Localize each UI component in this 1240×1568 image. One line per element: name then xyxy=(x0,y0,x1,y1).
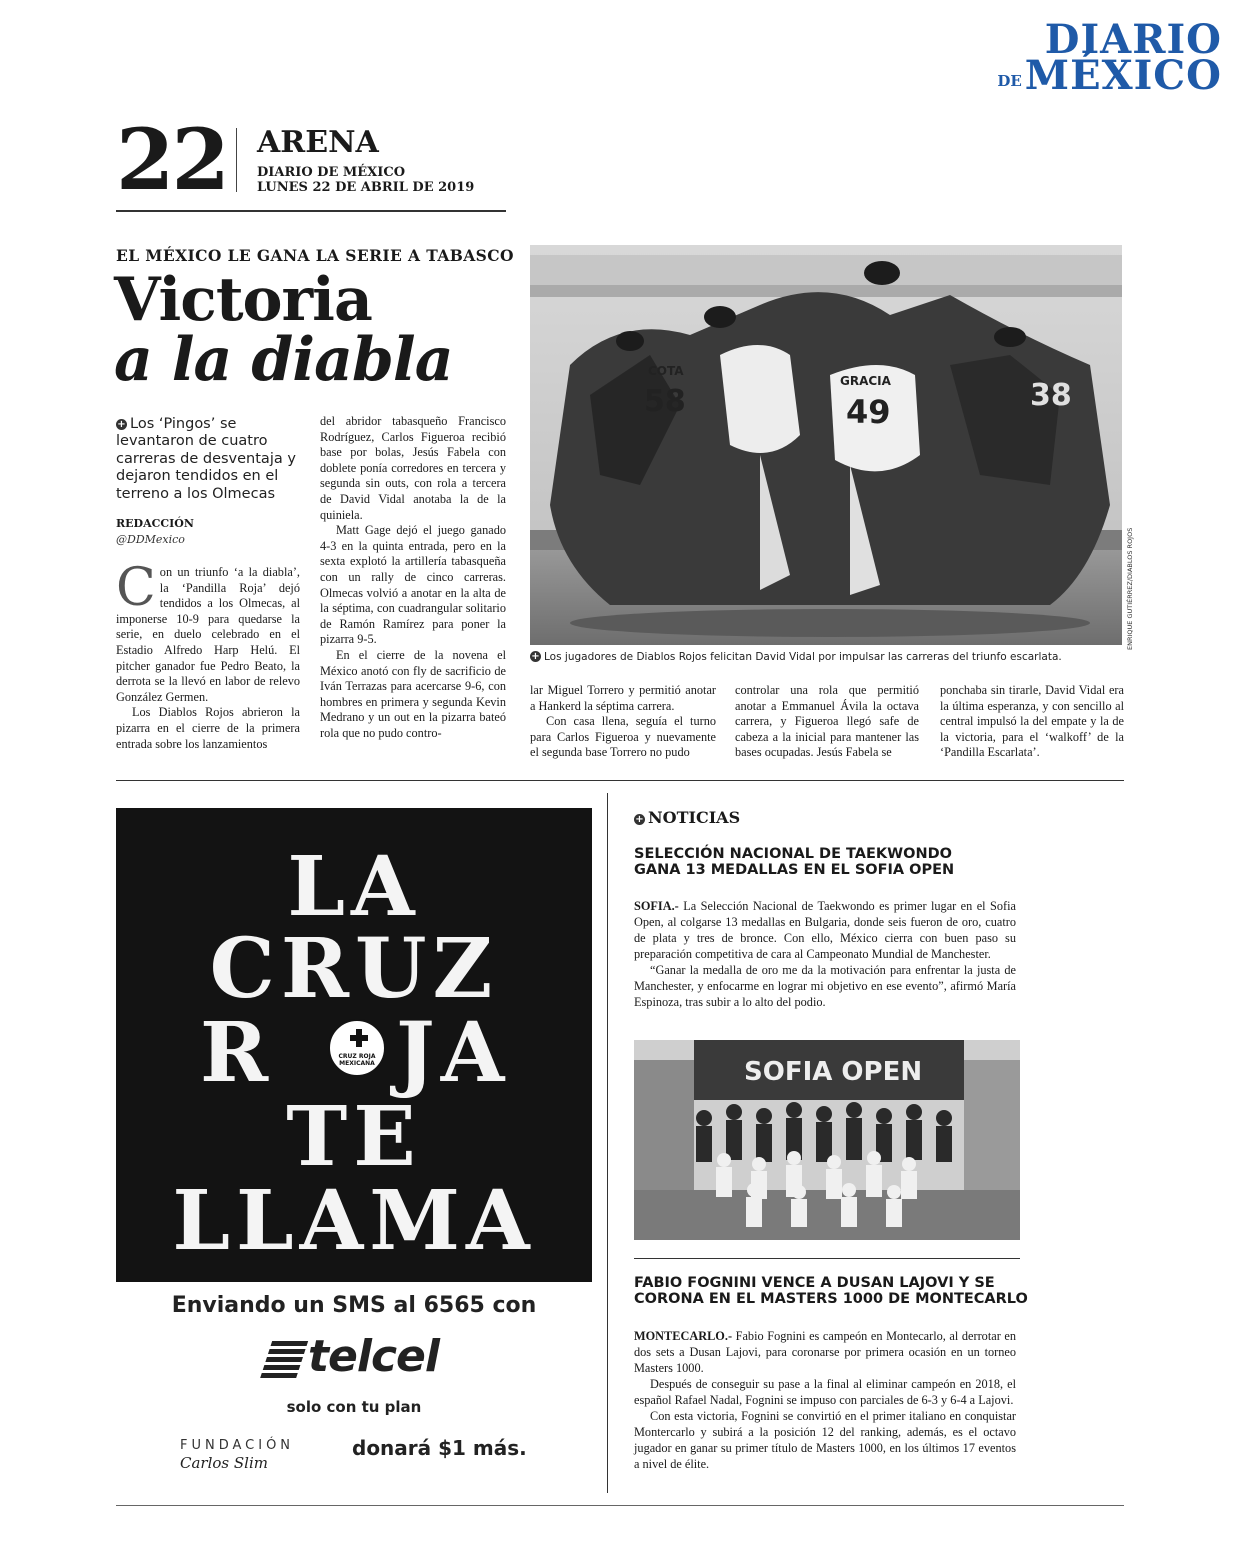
masthead-logo xyxy=(997,16,1222,99)
page-bottom-rule xyxy=(116,1505,1124,1506)
photo-credit: ENRIQUE GUTIÉRREZ/DIABLOS ROJOS xyxy=(1126,527,1134,650)
jersey-name-gracia: GRACIA xyxy=(840,374,891,388)
paragraph: “Ganar la medalla de oro me da la motivación para enfrentar la justa de Manchester, y enfocarme en lograr mi objetivo en ese evento”, afirmó María Espinoza, tras subir a lo alto del podio. xyxy=(634,963,1016,1009)
jersey-name-cota: COTA xyxy=(648,364,684,378)
paragraph: Después de conseguir su pase a la final al eliminar campeón en 2018, el español Rafael Nadal, Fognini se impuso con parciales de 6-3 y 6-4 a Lajovi. xyxy=(634,1377,1016,1407)
ad-plan-text: solo con tu plan xyxy=(286,1398,422,1416)
ad-word-la: LA xyxy=(287,839,421,935)
ad-sms-text: Enviando un SMS al 6565 con xyxy=(171,1293,537,1318)
drop-cap: C xyxy=(116,558,156,618)
paragraph: Los Diablos Rojos abrieron la pizarra en el cierre de la primera entrada sobre los lanzamientos xyxy=(116,705,300,751)
paragraph: controlar una rola que permitió anotar a Emmanuel Ávila la octava carrera, y Figueroa llegó safe de cabeza a la inicial para mantener las bases ocupadas. Jesús Fabela se xyxy=(735,683,919,760)
news-1-title: SELECCIÓN NACIONAL DE TAEKWONDO GANA 13 MEDALLAS EN EL SOFIA OPEN xyxy=(634,846,955,878)
jersey-number-38: 38 xyxy=(1030,378,1072,413)
headline-line-2: a la diabla xyxy=(114,325,453,395)
paragraph: En el cierre de la novena el México anotó con fly de sacrificio de Iván Terrazas para acercarse 9-6, con hombres en primera y segunda Kevin Medrano y un out en la pizarra bateó rola que no pudo contro- xyxy=(320,647,506,740)
cruz-roja-advertisement xyxy=(116,808,592,1485)
news-2-body xyxy=(634,1328,1016,1472)
story-column-2 xyxy=(320,414,506,741)
page-number: 22 xyxy=(116,110,227,209)
story-column-1 xyxy=(116,558,300,752)
header-divider xyxy=(236,128,237,192)
paragraph: ponchaba sin tirarle, David Vidal era la última esperanza, y con sencillo al central impulsó la del empate y la de la victoria, para el ‘walkoff’ de la ‘Pandilla Escarlata’. xyxy=(940,683,1124,760)
ad-word-llama: LLAMA xyxy=(172,1173,536,1269)
headline-line-1: Victoria xyxy=(114,265,372,335)
badge-label: CRUZ ROJA MEXICANA xyxy=(338,1053,376,1067)
publication-date: LUNES 22 DE ABRIL DE 2019 xyxy=(257,179,475,195)
taekwondo-team-photo xyxy=(634,1040,1020,1240)
news-divider xyxy=(634,1258,1020,1259)
paragraph: Con casa llena, seguía el turno para Carlos Figueroa y nuevamente el segunda base Torrero no pudo xyxy=(530,714,716,760)
paragraph: Matt Gage dejó el juego ganado 4-3 en la quinta entrada, pero en la sexta explotó la artillería tabasqueña con un rally de cinco carreras. Olmecas volvió a anotar en la alta de la séptima, con cuadrangular solitario de Ramón Ramírez para poner la pizarra 9-5. xyxy=(320,523,506,647)
masthead-mexico: MÉXICO xyxy=(1024,52,1222,99)
section-title: ARENA xyxy=(257,125,379,160)
paragraph: lar Miguel Torrero y permitió anotar a Hankerd la séptima carrera. xyxy=(530,683,716,713)
paragraph: Con un triunfo ‘a la diabla’, la ‘Pandilla Roja’ dejó tendidos a los Olmecas, al imponerse 10-9 para quedarse la serie, en duelo celebrado en el Estadio Alfredo Harp Helú. El pitcher ganador fue Pedro Beato, la derrota se la llevó en labor de relevo González Germen. xyxy=(116,558,300,704)
byline: REDACCIÓN xyxy=(116,517,194,530)
ad-word-cruz: CRUZ xyxy=(209,921,499,1017)
story-column-3 xyxy=(530,683,716,761)
foundation-signature: Carlos Slim xyxy=(180,1454,268,1472)
bullet-plus-icon: + xyxy=(117,419,126,430)
news-section-title: + NOTICIAS xyxy=(635,808,741,827)
telcel-lines-icon xyxy=(260,1341,308,1379)
publication-name: DIARIO DE MÉXICO xyxy=(257,165,406,180)
header-rule xyxy=(116,210,506,212)
paragraph: del abridor tabasqueño Francisco Rodríguez, Carlos Figueroa recibió base por bolas, Jesús Fabela con doblete ponía corredores en tercera y segunda sin outs, con rola a tercera de David Vidal anotaba la de la quiniela. xyxy=(320,414,506,522)
bullet-plus-icon: + xyxy=(635,814,644,825)
paragraph: MONTECARLO.- Fabio Fognini es campeón en Montecarlo, al derrotar en dos sets a Dusan Lajovi, para coronarse por primera ocasión en un torneo Masters 1000. xyxy=(634,1329,1016,1375)
telcel-logo xyxy=(266,1333,466,1387)
baseball-photo xyxy=(530,245,1122,645)
taekwondo-team-image xyxy=(634,1040,1020,1240)
story-column-4 xyxy=(735,683,919,761)
story-headline xyxy=(114,265,453,395)
jersey-number-49: 49 xyxy=(846,393,891,431)
dateline: SOFIA.- xyxy=(634,899,679,913)
ad-word-te: TE xyxy=(286,1089,422,1185)
red-cross-icon xyxy=(350,1029,368,1047)
ad-black-panel xyxy=(116,808,592,1282)
masthead-diario: DIARIO xyxy=(1044,16,1222,63)
story-kicker: EL MÉXICO LE GANA LA SERIE A TABASCO xyxy=(116,246,514,265)
byline-handle: @DDMexico xyxy=(116,533,185,546)
story-column-5 xyxy=(940,683,1124,761)
ad-word-r: R xyxy=(200,1005,275,1101)
photo-caption: + Los jugadores de Diablos Rojos felicitan David Vidal por impulsar las carreras del triunfo escarlata. xyxy=(531,651,1062,663)
section-meta xyxy=(257,166,474,196)
masthead-de: DE xyxy=(997,71,1022,90)
paragraph: Con esta victoria, Fognini se convirtió en el primer italiano en conquistar Montercarlo y subirá a la posición 12 del ranking, además, es el octavo jugador en ganar su primer título de Masters 1000, en los últimos 17 eventos a nivel de élite. xyxy=(634,1409,1016,1471)
dateline: MONTECARLO.- xyxy=(634,1329,733,1343)
story-summary xyxy=(116,416,296,503)
paragraph: SOFIA.- La Selección Nacional de Taekwondo es primer lugar en el Sofia Open, al colgarse 13 medallas en Bulgaria, donde seis fueron de oro, cuatro de plata y tres de bronce. Con ello, México cierra con buen paso su preparación competitiva de cara al Campeonato Mundial de Manchester. xyxy=(634,899,1016,961)
donation-text: donará $1 más. xyxy=(352,1436,527,1460)
news-1-body xyxy=(634,898,1016,1010)
sofia-open-banner: SOFIA OPEN xyxy=(744,1057,923,1087)
news-2-title: FABIO FOGNINI VENCE A DUSAN LAJOVI Y SE CORONA EN EL MASTERS 1000 DE MONTECARLO xyxy=(634,1275,1028,1307)
jersey-number-58: 58 xyxy=(644,384,686,419)
cruz-roja-badge xyxy=(328,1019,386,1077)
baseball-celebration-image xyxy=(530,245,1122,645)
summary-text: Los ‘Pingos’ se levantaron de cuatro carreras de desventaja y dejaron tendidos en el terreno a los Olmecas xyxy=(116,416,296,502)
section-rule xyxy=(116,780,1124,781)
ad-word-ja: JA xyxy=(396,1005,511,1101)
telcel-wordmark: telcel xyxy=(308,1331,439,1382)
foundation-label: FUNDACIÓN xyxy=(180,1438,295,1453)
column-divider xyxy=(607,793,608,1493)
bullet-plus-icon: + xyxy=(531,651,540,662)
